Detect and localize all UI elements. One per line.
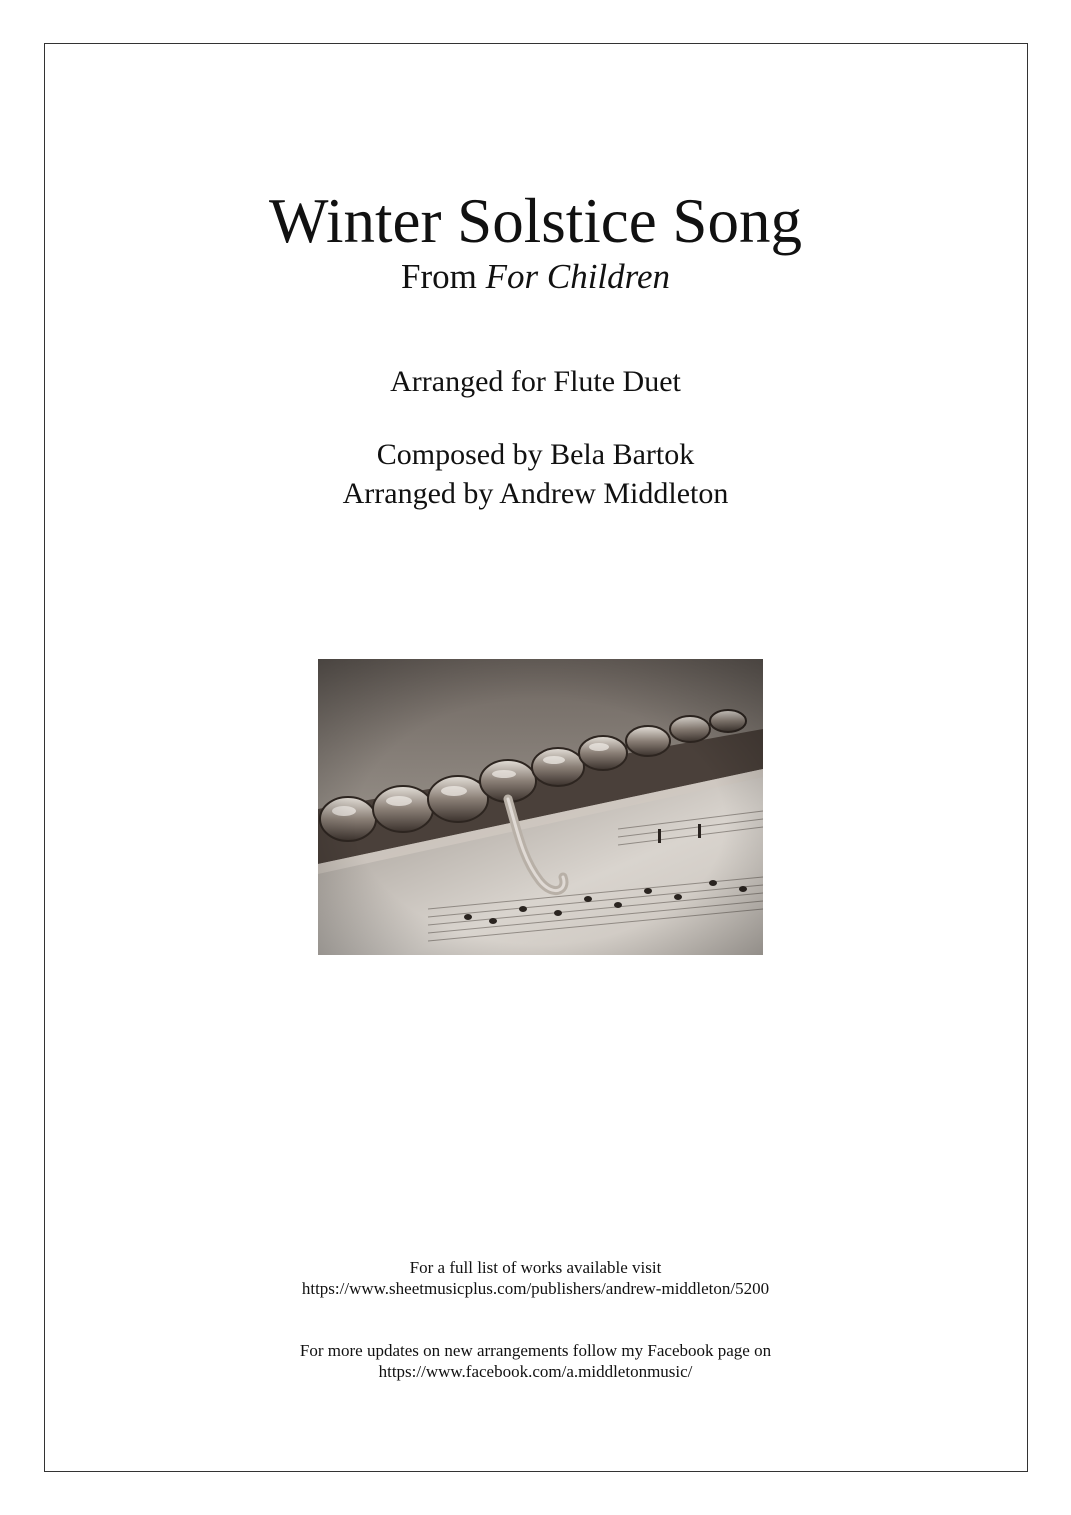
flute-photo bbox=[318, 659, 763, 955]
facebook-text: For more updates on new arrangements follow my Facebook page on bbox=[299, 1341, 772, 1360]
subtitle-prefix: From bbox=[400, 257, 486, 296]
composer-line: Composed by Bela Bartok bbox=[376, 438, 695, 471]
subtitle bbox=[0, 253, 1071, 301]
instrumentation: Arranged for Flute Duet bbox=[390, 365, 681, 398]
works-url[interactable]: https://www.sheetmusicplus.com/publishers/andrew-middleton/5200 bbox=[301, 1279, 770, 1298]
facebook-url[interactable]: https://www.facebook.com/a.middletonmusic/ bbox=[378, 1362, 693, 1381]
subtitle-work: For Children bbox=[485, 257, 670, 296]
works-text: For a full list of works available visit bbox=[409, 1258, 662, 1277]
page-title: Winter Solstice Song bbox=[269, 186, 802, 256]
arranger-line: Arranged by Andrew Middleton bbox=[342, 477, 729, 510]
